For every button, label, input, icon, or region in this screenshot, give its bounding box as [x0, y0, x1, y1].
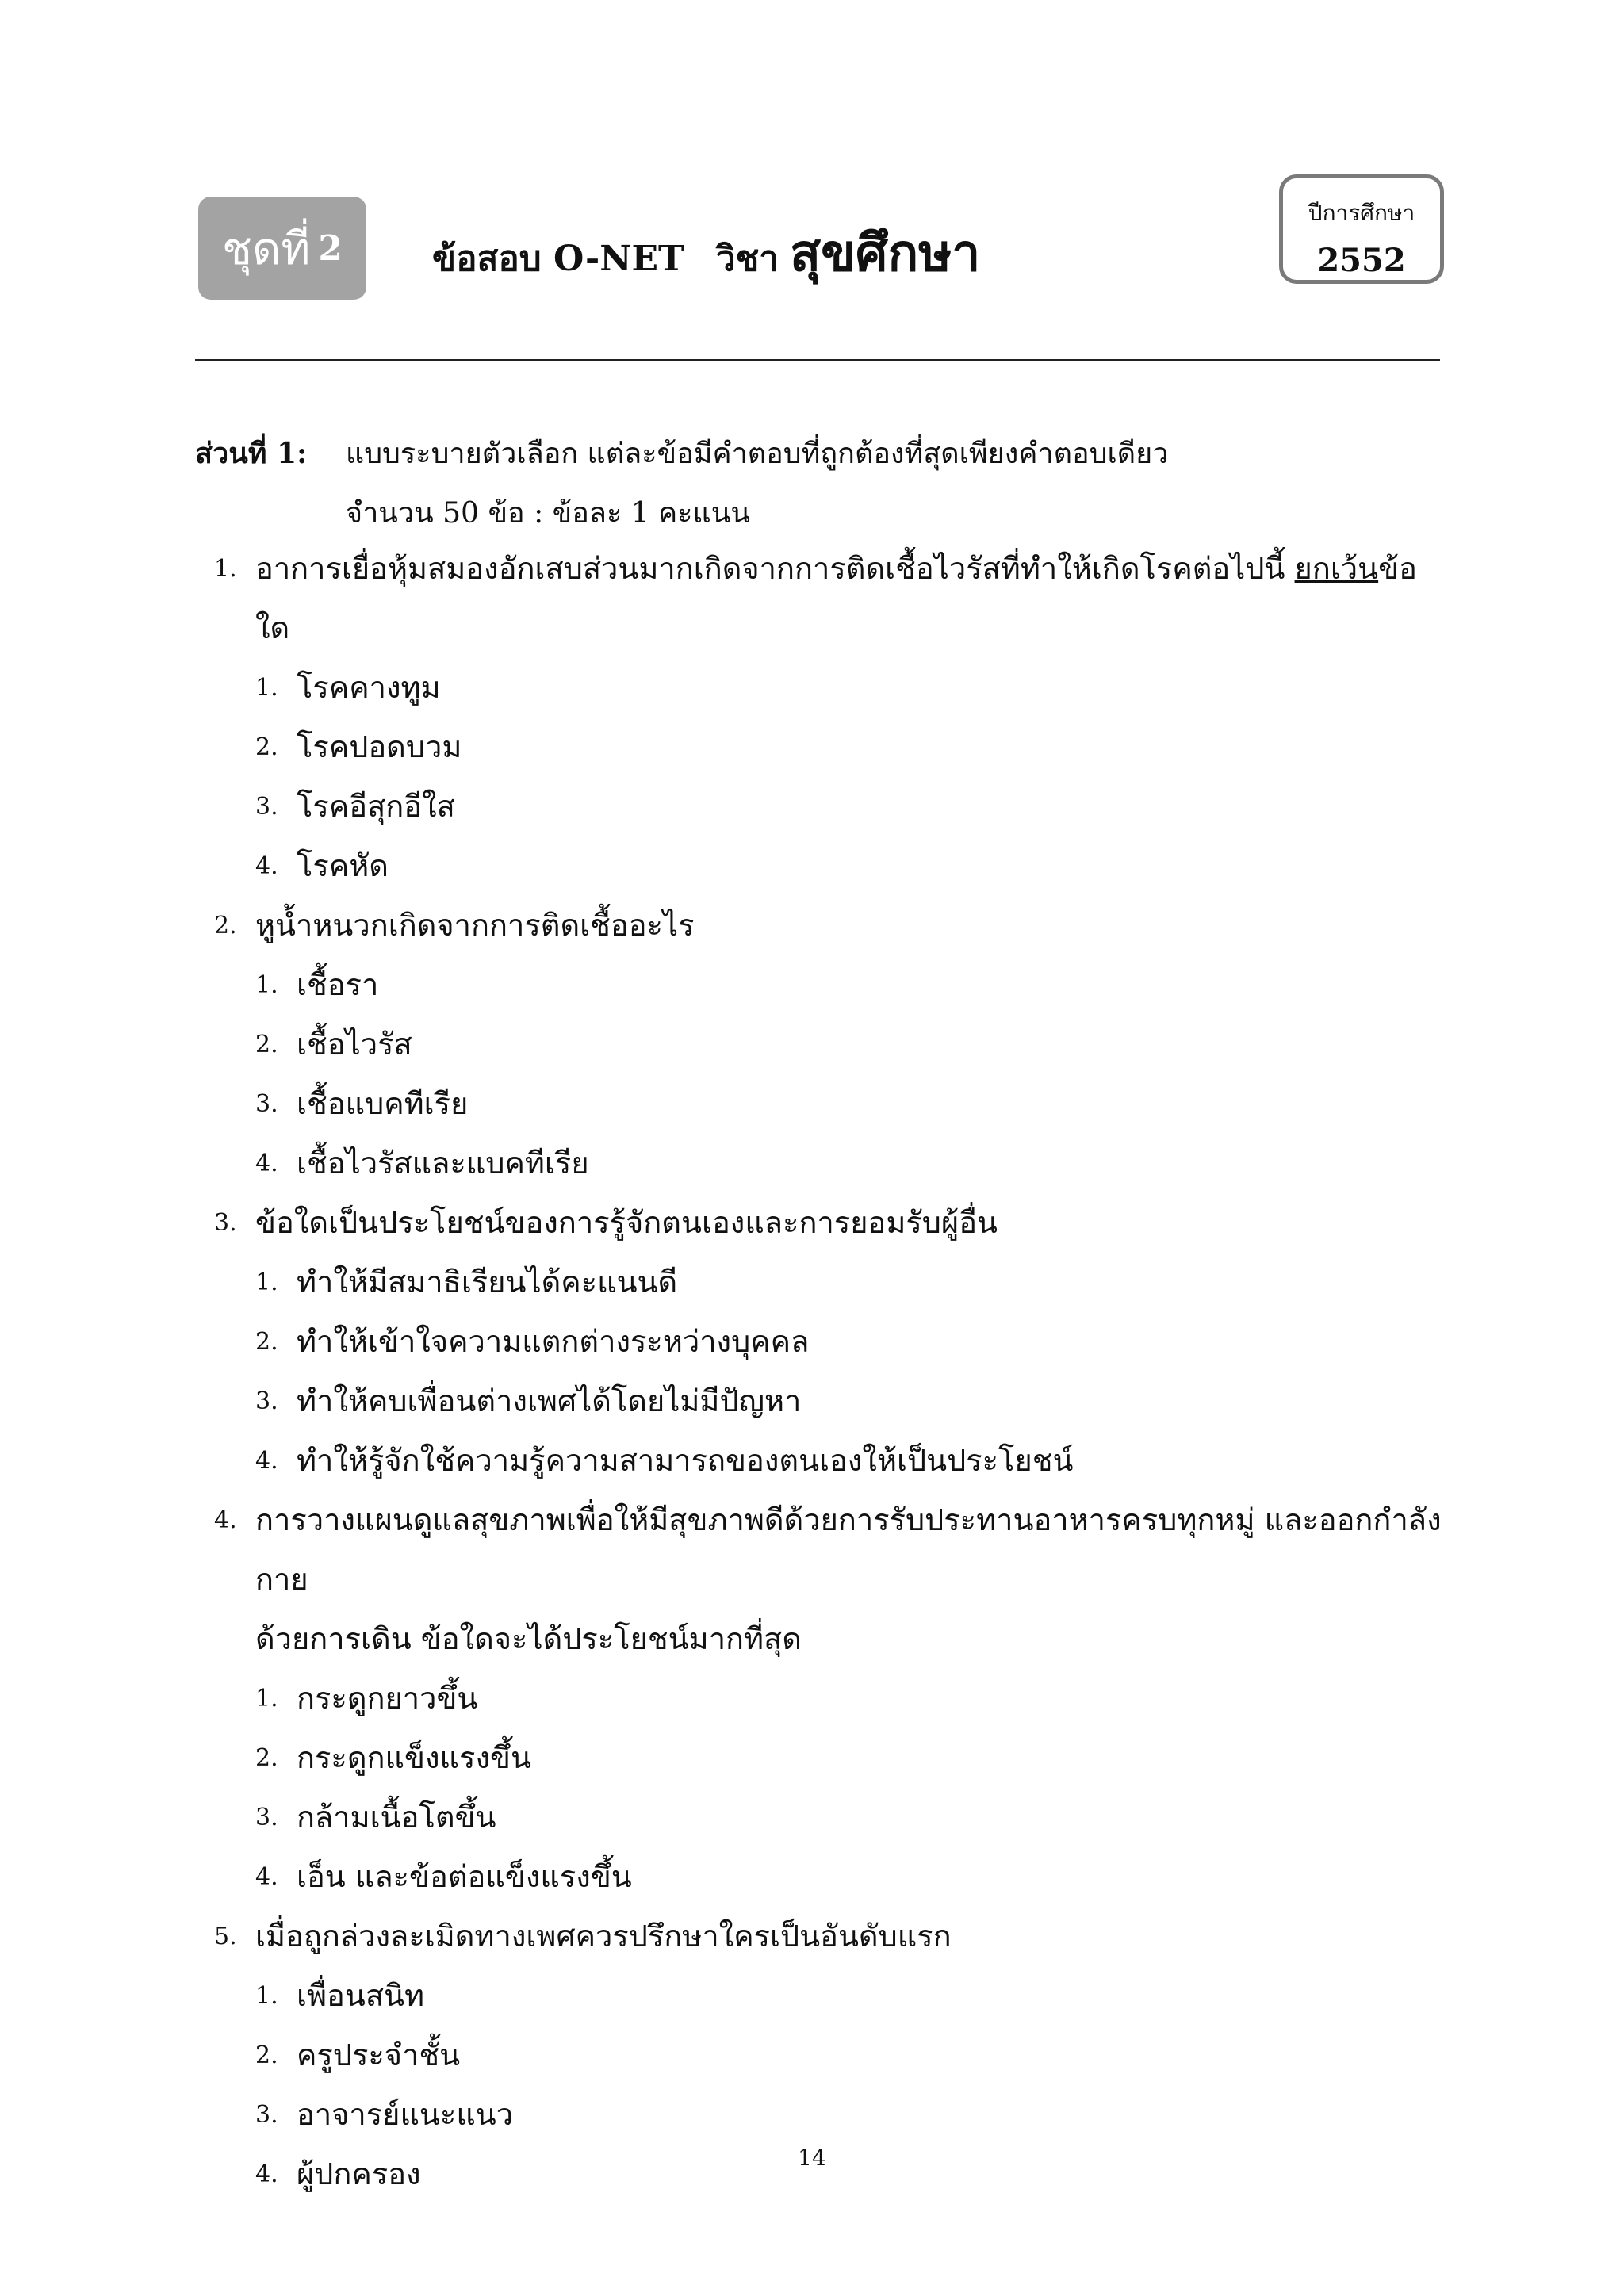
question-3-option-3[interactable] — [214, 1372, 1451, 1431]
question-4-option-1[interactable] — [214, 1669, 1451, 1728]
question-1-option-4[interactable] — [214, 836, 1451, 896]
option-number: 2. — [255, 2042, 278, 2069]
option-text: ทำให้คบเพื่อนต่างเพศได้โดยไม่มีปัญหา — [297, 1383, 802, 1418]
question-1-option-1[interactable] — [214, 658, 1451, 718]
option-text: อาจารย์แนะแนว — [297, 2097, 514, 2132]
page-number: 14 — [798, 2145, 826, 2171]
year-box — [1279, 174, 1444, 284]
section-label: ส่วนที่ 1: — [195, 437, 308, 470]
question-text: การวางแผนดูแลสุขภาพเพื่อให้มีสุขภาพดีด้วยการรับประทานอาหารครบทุกหมู่ และออกกำลังกาย — [255, 1502, 1442, 1597]
option-text: กระดูกแข็งแรงขึ้น — [297, 1740, 531, 1775]
question-3 — [214, 1193, 1451, 1253]
question-4 — [214, 1490, 1451, 1609]
option-number: 2. — [255, 1328, 278, 1356]
option-text: กล้ามเนื้อโตขึ้น — [297, 1800, 496, 1835]
page-title — [432, 212, 980, 284]
option-number: 1. — [255, 1685, 278, 1712]
question-2-option-3[interactable] — [214, 1074, 1451, 1134]
question-2 — [214, 896, 1451, 955]
question-number: 4. — [214, 1506, 237, 1534]
question-5-option-2[interactable] — [214, 2026, 1451, 2085]
question-1-option-2[interactable] — [214, 718, 1451, 777]
question-emphasis: ยกเว้น — [1294, 551, 1379, 586]
option-text: ครูประจำชั้น — [297, 2038, 461, 2072]
option-text: เชื้อไวรัส — [297, 1027, 412, 1062]
section-line-1 — [195, 424, 1168, 484]
question-number: 1. — [214, 555, 237, 583]
option-text: ทำให้มีสมาธิเรียนได้คะแนนดี — [297, 1265, 678, 1299]
option-text: เชื้อไวรัสและแบคทีเรีย — [297, 1146, 589, 1181]
option-text: ผู้ปกครอง — [297, 2156, 421, 2191]
option-number: 4. — [255, 2160, 278, 2188]
question-4-option-4[interactable] — [214, 1847, 1451, 1907]
question-5-option-1[interactable] — [214, 1966, 1451, 2026]
section-instruction: แบบระบายตัวเลือก แต่ละข้อมีคำตอบที่ถูกต้องที่สุดเพียงคำตอบเดียว — [346, 438, 1169, 470]
question-text: ข้อใดเป็นประโยชน์ของการรู้จักตนเองและการยอมรับผู้อื่น — [255, 1205, 998, 1240]
option-text: ทำให้รู้จักใช้ความรู้ความสามารถของตนเองให้เป็นประโยชน์ — [297, 1443, 1074, 1478]
question-4-option-2[interactable] — [214, 1728, 1451, 1788]
option-number: 3. — [255, 1387, 278, 1415]
question-5-option-3[interactable] — [214, 2085, 1451, 2145]
option-text: ทำให้เข้าใจความแตกต่างระหว่างบุคคล — [297, 1324, 810, 1359]
question-4-option-3[interactable] — [214, 1788, 1451, 1847]
question-3-option-2[interactable] — [214, 1312, 1451, 1372]
question-list — [214, 539, 1451, 2204]
question-1-option-3[interactable] — [214, 777, 1451, 836]
option-number: 2. — [255, 733, 278, 761]
option-text: โรคปอดบวม — [297, 729, 462, 764]
option-number: 1. — [255, 674, 278, 702]
option-number: 3. — [255, 793, 278, 821]
year-value: 2552 — [1317, 242, 1406, 279]
question-text: เมื่อถูกล่วงละเมิดทางเพศควรปรึกษาใครเป็นอันดับแรก — [255, 1919, 952, 1954]
option-number: 1. — [255, 971, 278, 999]
option-text: โรคคางทูม — [297, 670, 441, 705]
question-number: 5. — [214, 1923, 237, 1950]
title-subject: สุขศึกษา — [790, 224, 981, 283]
option-number: 3. — [255, 1804, 278, 1831]
header-divider — [195, 359, 1440, 361]
question-3-option-4[interactable] — [214, 1431, 1451, 1490]
set-number: 2 — [318, 228, 343, 269]
option-text: โรคหัด — [297, 848, 389, 883]
set-word: ชุดที่ — [222, 223, 311, 275]
option-number: 2. — [255, 1744, 278, 1772]
question-2-option-4[interactable] — [214, 1134, 1451, 1193]
question-number: 2. — [214, 912, 237, 939]
question-text-tail: ข้อใด — [255, 551, 1417, 645]
question-text: หูน้ำหนวกเกิดจากการติดเชื้ออะไร — [255, 908, 695, 943]
option-number: 4. — [255, 1863, 278, 1891]
year-label: ปีการศึกษา — [1308, 200, 1415, 226]
title-prefix: ข้อสอบ O-NET — [432, 239, 684, 279]
question-text: อาการเยื่อหุ้มสมองอักเสบส่วนมากเกิดจากการติดเชื้อไวรัสที่ทำให้เกิดโรคต่อไปนี้ — [255, 551, 1295, 586]
option-number: 3. — [255, 2101, 278, 2129]
option-number: 1. — [255, 1269, 278, 1296]
option-number: 3. — [255, 1090, 278, 1118]
question-5 — [214, 1907, 1451, 1966]
set-badge — [198, 197, 366, 300]
question-text-continued: ด้วยการเดิน ข้อใดจะได้ประโยชน์มากที่สุด — [255, 1621, 802, 1656]
option-number: 2. — [255, 1031, 278, 1058]
question-2-option-1[interactable] — [214, 955, 1451, 1015]
question-1 — [214, 539, 1451, 658]
option-number: 1. — [255, 1982, 278, 2010]
option-text: เชื้อรา — [297, 967, 379, 1002]
question-4-line-2 — [214, 1609, 1451, 1669]
option-text: กระดูกยาวขึ้น — [297, 1681, 478, 1716]
section-instructions — [195, 424, 1168, 543]
section-count: จำนวน 50 ข้อ : ข้อละ 1 คะแนน — [346, 497, 750, 530]
option-number: 4. — [255, 1447, 278, 1475]
question-3-option-1[interactable] — [214, 1253, 1451, 1312]
question-number: 3. — [214, 1209, 237, 1237]
option-text: เอ็น และข้อต่อแข็งแรงขึ้น — [297, 1859, 632, 1894]
option-text: เพื่อนสนิท — [297, 1978, 425, 2013]
option-number: 4. — [255, 852, 278, 880]
option-number: 4. — [255, 1150, 278, 1177]
option-text: โรคอีสุกอีใส — [297, 789, 455, 824]
option-text: เชื้อแบคทีเรีย — [297, 1086, 469, 1121]
question-2-option-2[interactable] — [214, 1015, 1451, 1074]
title-subject-label: วิชา — [715, 239, 779, 279]
